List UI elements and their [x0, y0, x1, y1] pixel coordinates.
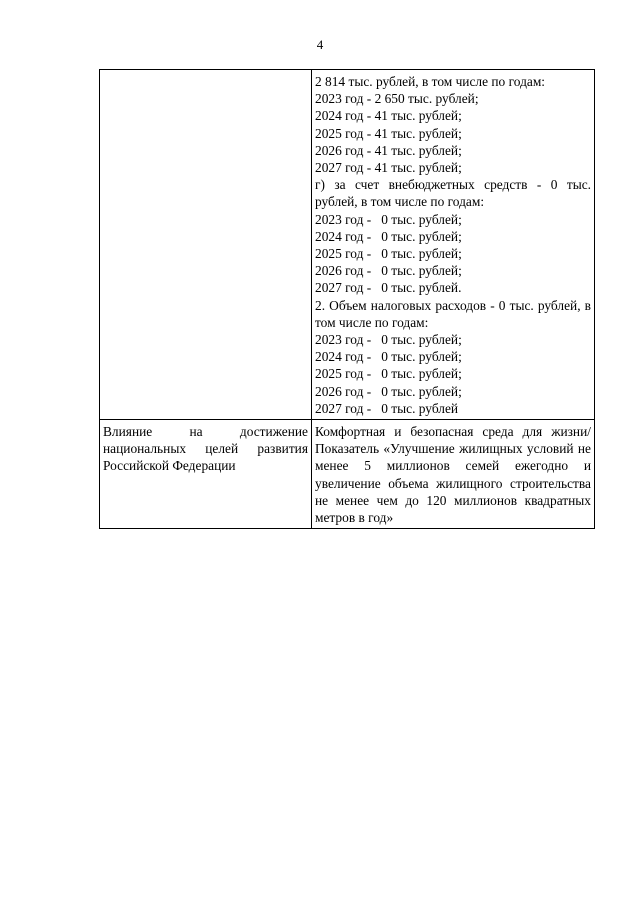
offbudget-line: 2027 год - 0 тыс. рублей.: [315, 280, 462, 296]
page-number: 4: [316, 37, 324, 52]
national-goals-value-cell: Комфортная и безопасная среда для жизни/Показатель «Улучшение жилищных условий не менее 5 миллионов семей ежегодно и увеличение объема жилищного строительства не менее чем до 120 миллионов квадратных метров в год»: [312, 420, 595, 529]
financing-line: 2027 год - 41 тыс. рублей;: [315, 160, 462, 176]
offbudget-line: 2026 год - 0 тыс. рублей;: [315, 263, 462, 279]
table-row-financing: [100, 70, 595, 420]
offbudget-heading: г) за счет внебюджетных средств - 0 тыс. рублей, в том числе по годам:: [315, 177, 591, 210]
offbudget-line: 2023 год - 0 тыс. рублей;: [315, 211, 462, 227]
tax-expenses-heading: 2. Объем налоговых расходов - 0 тыс. рублей, в том числе по годам:: [315, 297, 591, 330]
tax-expenses-line: 2026 год - 0 тыс. рублей;: [315, 383, 462, 399]
tax-expenses-line: 2023 год - 0 тыс. рублей;: [315, 332, 462, 348]
financing-line: 2025 год - 41 тыс. рублей;: [315, 125, 462, 141]
financing-details-cell: [312, 70, 595, 420]
offbudget-line: 2024 год - 0 тыс. рублей;: [315, 228, 462, 244]
table-row-national-goals: [100, 420, 595, 529]
national-goals-label-cell: Влияние на достижение национальных целей развития Российской Федерации: [100, 420, 312, 529]
tax-expenses-line: 2027 год - 0 тыс. рублей: [315, 400, 459, 416]
financing-line: 2 814 тыс. рублей, в том числе по годам:: [315, 74, 546, 89]
row-label-cell-empty: [100, 70, 312, 420]
financing-line: 2026 год - 41 тыс. рублей;: [315, 142, 462, 158]
program-passport-table: [99, 69, 595, 529]
tax-expenses-line: 2024 год - 0 тыс. рублей;: [315, 349, 462, 365]
financing-line: 2024 год - 41 тыс. рублей;: [315, 108, 462, 124]
offbudget-line: 2025 год - 0 тыс. рублей;: [315, 246, 462, 262]
financing-line: 2023 год - 2 650 тыс. рублей;: [315, 91, 479, 107]
tax-expenses-line: 2025 год - 0 тыс. рублей;: [315, 366, 462, 382]
